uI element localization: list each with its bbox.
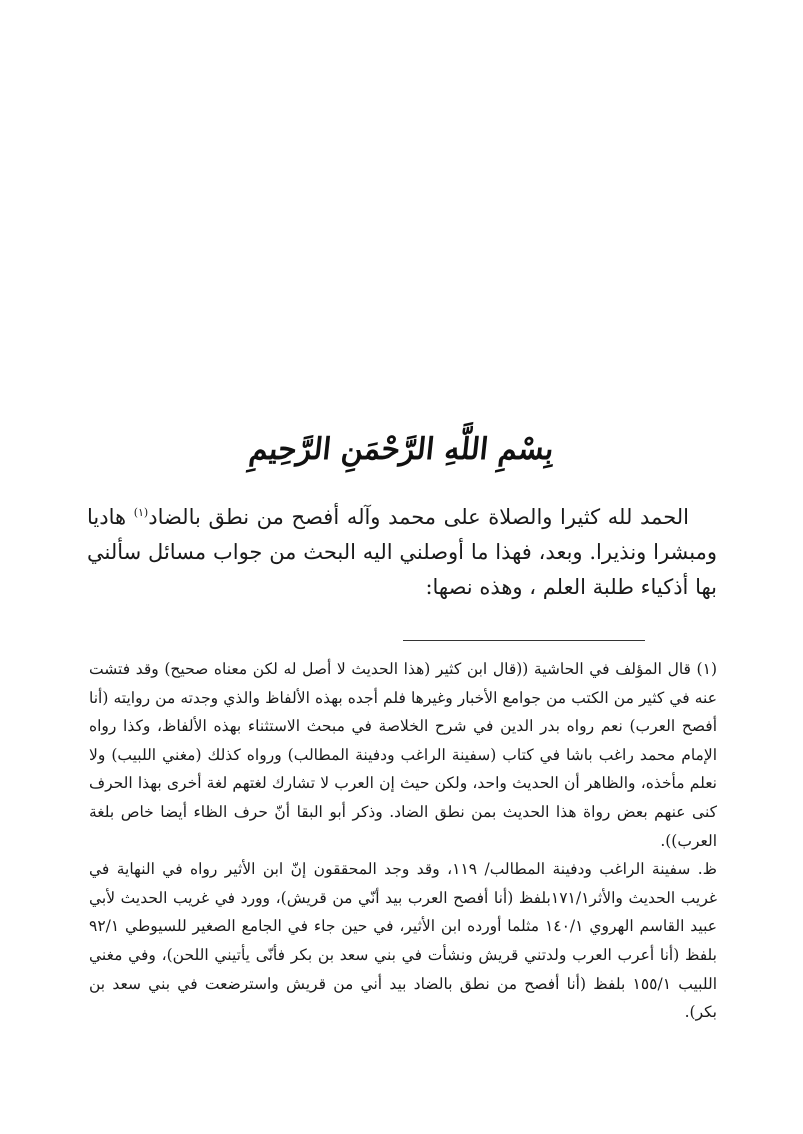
opening-text-continued: هاديا ومبشرا ونذيرا. وبعد، فهذا ما أوصلني اليه البحث من جواب مسائل سألني بها أذكياء طلبة العلم ، وهذه نصها: — [87, 505, 717, 599]
basmala-calligraphy: بِسْمِ اللَّهِ الرَّحْمَنِ الرَّحِيمِ — [247, 432, 556, 467]
footnotes — [89, 655, 717, 1027]
footnote-1-continued: ظ. سفينة الراغب ودفينة المطالب/ ١١٩، وقد وجد المحققون إنّ ابن الأثير رواه في النهاية في غريب الحديث والأثر١٧١/١بلفظ (أنا أفصح العرب بيد أنّي من قريش)، وورد في غريب الحديث لأبي عبيد القاسم الهروي ١٤٠/١ مثلما أورده ابن الأثير، في حين جاء في الجامع الصغير للسيوطي ٩٢/١ بلفظ (أنا أعرب العرب ولدتني قريش ونشأت في بني سعد بن بكر فأنّى يأتيني اللحن)، وفي مغني اللبيب ١٥٥/١ بلفظ (أنا أفصح من نطق بالضاد بيد أني من قريش واسترضعت في بني سعد بن بكر). — [89, 860, 718, 1022]
footnote-marker[interactable]: (١) — [133, 506, 149, 519]
footnote-divider — [403, 640, 645, 641]
opening-text: الحمد لله كثيرا والصلاة على محمد وآله أفصح من نطق بالضاد — [148, 505, 689, 529]
footnote-1: (١) قال المؤلف في الحاشية ((قال ابن كثير (هذا الحديث لا أصل له لكن معناه صحيح) وقد فتشت عنه في كثير من الكتب من جوامع الأخبار وغيرها فلم أجده بهذه الألفاظ والذي وجدته من روايته (أنا أفصح العرب) نعم رواه بدر الدين في شرح الخلاصة في مبحث الاستثناء بهذه الألفاظ، وكذا رواه الإمام محمد راغب باشا في كتاب (سفينة الراغب ودفينة المطالب) ورواه كذلك (مغني اللبيب) ولا نعلم مأخذه، والظاهر أن الحديث واحد، ولكن حيث إن العرب لا تشارك لغتهم لغة أخرى بهذا الحرف كنى عنهم بعض رواة هذا الحديث بمن نطق الضاد. وذكر أبو البقا أنّ حرف الظاء أيضا خاص بلغة العرب)). — [89, 660, 717, 850]
main-text — [87, 500, 717, 605]
opening-paragraph — [87, 500, 717, 605]
